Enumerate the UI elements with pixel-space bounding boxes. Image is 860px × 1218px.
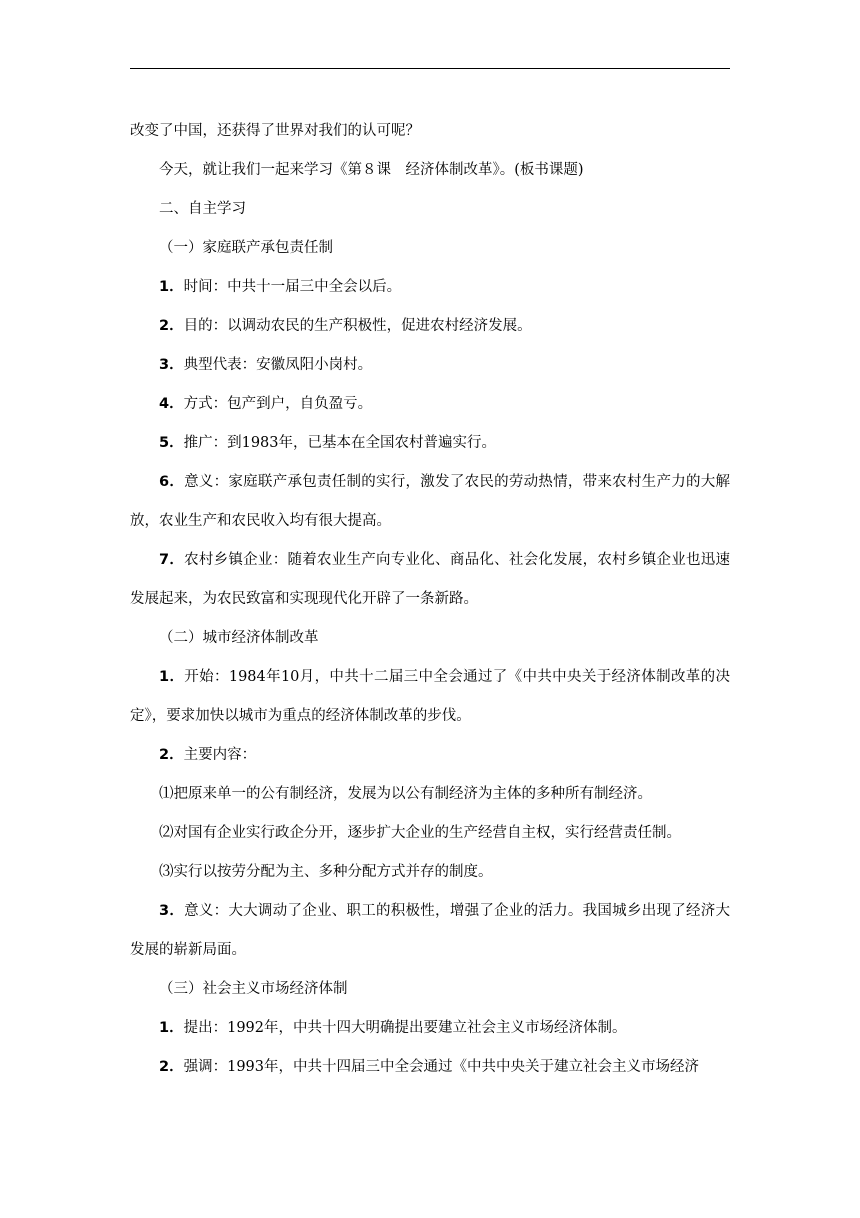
- list-item: 5．推广：到1983年，已基本在全国农村普遍实行。: [159, 435, 496, 451]
- item-number: 1．: [159, 279, 184, 295]
- list-item: 2．主要内容：: [159, 747, 257, 763]
- list-item: 3．典型代表：安徽凤阳小岗村。: [159, 357, 373, 373]
- item-number: 2．: [159, 747, 184, 763]
- list-item: 2．目的：以调动农民的生产积极性，促进农村经济发展。: [159, 318, 532, 334]
- item-number: 2．: [159, 318, 184, 334]
- item-number: 1．: [159, 1020, 184, 1036]
- item-number: 3．: [159, 903, 185, 919]
- paragraph-lesson-intro: 今天，就让我们一起来学习《第８课 经济体制改革》。(板书课题): [159, 162, 584, 178]
- item-number: 4．: [159, 396, 184, 412]
- list-item: 3．意义：大大调动了企业、职工的积极性，增强了企业的活力。我国城乡出现了经济大发展的崭新局面。: [130, 903, 731, 958]
- list-item: 7．农村乡镇企业：随着农业生产向专业化、商品化、社会化发展，农村乡镇企业也迅速发展起来，为农民致富和实现现代化开辟了一条新路。: [130, 552, 731, 607]
- item-number: 7．: [159, 552, 185, 568]
- subsection-heading-household-responsibility: （一）家庭联产承包责任制: [159, 240, 333, 256]
- sub-list-item: ⑵对国有企业实行政企分开，逐步扩大企业的生产经营自主权，实行经营责任制。: [159, 825, 681, 841]
- item-number: 6．: [159, 474, 185, 490]
- list-item: 1．提出：1992年，中共十四大明确提出要建立社会主义市场经济体制。: [159, 1020, 627, 1036]
- item-number: 1．: [159, 669, 185, 685]
- list-item: 4．方式：包产到户，自负盈亏。: [159, 396, 373, 412]
- item-number: 5．: [159, 435, 184, 451]
- list-item: 1．开始：1984年10月，中共十二届三中全会通过了《中共中央关于经济体制改革的决定》，要求加快以城市为重点的经济体制改革的步伐。: [130, 669, 730, 724]
- list-item: 1．时间：中共十一届三中全会以后。: [159, 279, 402, 295]
- sub-list-item: ⑶实行以按劳分配为主、多种分配方式并存的制度。: [159, 864, 493, 880]
- item-number: 2．: [159, 1059, 184, 1075]
- subsection-heading-urban-reform: （二）城市经济体制改革: [159, 630, 319, 646]
- paragraph-intro-continuation: 改变了中国，还获得了世界对我们的认可呢？: [130, 123, 420, 139]
- item-number: 3．: [159, 357, 184, 373]
- subsection-heading-market-economy: （三）社会主义市场经济体制: [159, 981, 348, 997]
- section-heading-self-study: 二、自主学习: [159, 201, 246, 217]
- list-item: 6．意义：家庭联产承包责任制的实行，激发了农民的劳动热情，带来农村生产力的大解放，农业生产和农民收入均有很大提高。: [130, 474, 731, 529]
- header-rule: [130, 68, 730, 69]
- list-item: 2．强调：1993年，中共十四届三中全会通过《中共中央关于建立社会主义市场经济: [159, 1059, 699, 1075]
- document-body: [130, 112, 730, 1087]
- sub-list-item: ⑴把原来单一的公有制经济，发展为以公有制经济为主体的多种所有制经济。: [159, 786, 652, 802]
